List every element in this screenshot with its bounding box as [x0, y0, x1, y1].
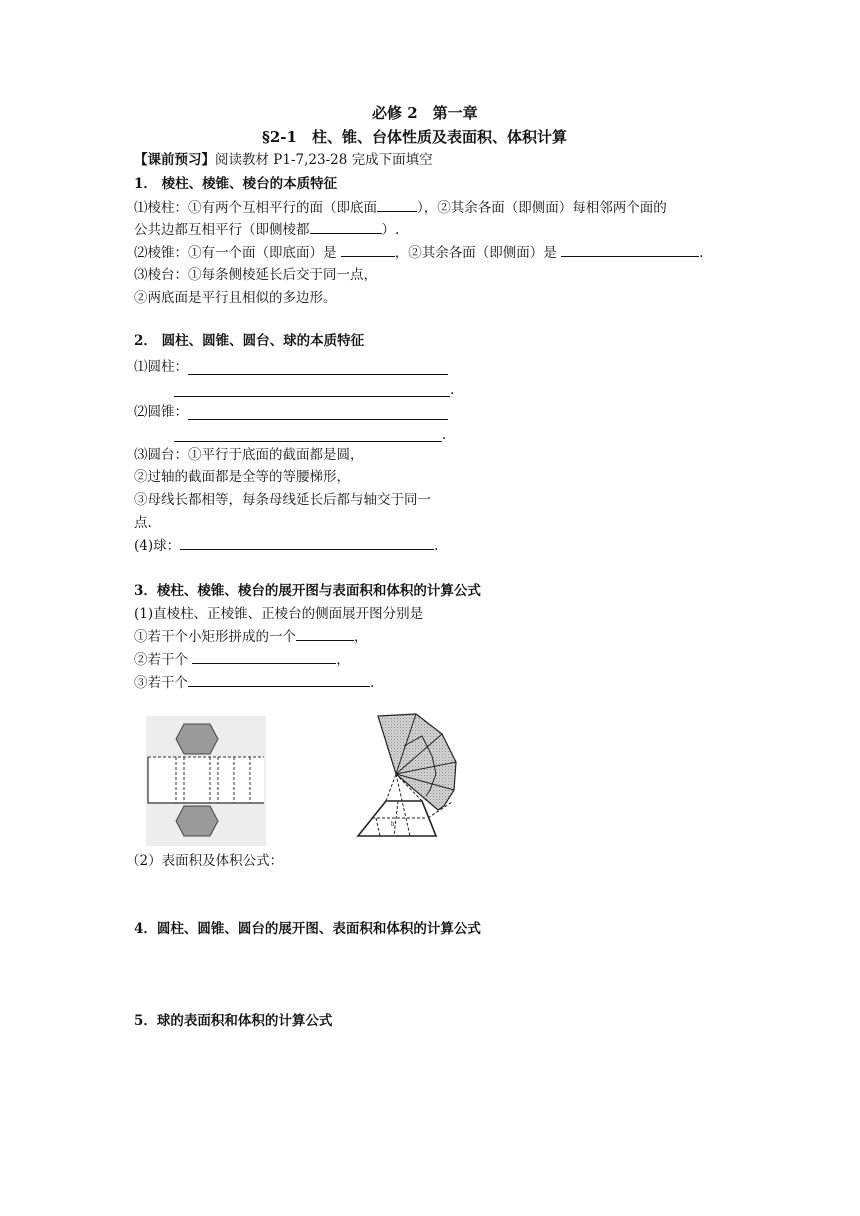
prism-bottom-hexagon [176, 806, 218, 836]
pyramid-text-c: . [699, 245, 704, 261]
section3-sub1: (1)直棱柱、正棱锥、正棱台的侧面展开图分别是 [134, 606, 424, 622]
section1-heading: 1． 棱柱、棱锥、棱台的本质特征 [134, 176, 338, 192]
pyramid-net-figure [352, 712, 474, 842]
cone-label: ⑵圆锥： [134, 404, 188, 420]
tcone-line-4: 点. [134, 515, 152, 531]
blank-sphere[interactable] [180, 537, 434, 550]
tcone-line-2: ②过轴的截面都是全等的等腰梯形， [134, 469, 350, 485]
item1-line [134, 628, 368, 646]
blank-cylinder-1[interactable] [188, 374, 448, 375]
item2-text: ②若干个 [134, 652, 193, 668]
blank-prism-base[interactable] [377, 199, 417, 212]
cylinder-period: . [450, 382, 455, 398]
blank-cone-1[interactable] [188, 419, 448, 420]
section4-heading: 4．圆柱、圆锥、圆台的展开图、表面积和体积的计算公式 [134, 921, 481, 937]
item1-comma: ， [354, 629, 368, 645]
prism-lateral-strip [148, 757, 264, 803]
sphere-label: (4)球： [134, 538, 181, 554]
section5-heading: 5．球的表面积和体积的计算公式 [134, 1013, 333, 1029]
blank-item2[interactable] [192, 651, 336, 664]
tcone-line-1: ⑶圆台：①平行于底面的截面都是圆， [134, 447, 364, 463]
prism-net-figure [146, 716, 266, 846]
sphere-period: . [434, 538, 439, 554]
preview-instruction: 阅读教材 P1-7,23-28 完成下面填空 [215, 152, 433, 168]
pyramid-line [134, 244, 703, 262]
prism-text-d: ）. [381, 222, 400, 238]
prism-line-2 [134, 221, 399, 239]
blank-item1[interactable] [296, 628, 354, 641]
item2-comma: ， [336, 652, 350, 668]
cylinder-label: ⑴圆柱： [134, 359, 188, 375]
section2-heading: 2． 圆柱、圆锥、圆台、球的本质特征 [134, 333, 365, 349]
prism-line-1 [134, 199, 667, 217]
prism-top-hexagon [176, 724, 218, 754]
cone-period: . [442, 427, 447, 443]
tcone-line-3: ③母线长都相等，每条母线延长后都与轴交于同一 [134, 492, 431, 508]
blank-pyramid-base[interactable] [341, 244, 395, 257]
pyramid-text-a: ⑵棱锥：①有一个面（即底面）是 [134, 245, 341, 261]
item3-period: . [370, 675, 375, 691]
blank-prism-edges[interactable] [310, 221, 382, 234]
sphere-line [134, 537, 438, 555]
frustum-line-2: ②两底面是平行且相似的多边形。 [134, 290, 337, 306]
frustum-line-1: ⑶棱台：①每条侧棱延长后交于同一点， [134, 267, 377, 283]
item3-text: ③若干个 [134, 675, 188, 691]
figure-label-h: h' [391, 820, 396, 828]
chapter-title: 必修 2 第一章 [372, 104, 478, 122]
blank-pyramid-sides[interactable] [561, 244, 699, 257]
preview-label: 【课前预习】 [134, 152, 215, 168]
item3-line [134, 674, 374, 692]
preview-line [134, 151, 433, 169]
prism-text-a: ⑴棱柱：①有两个互相平行的面（即底面 [134, 200, 377, 216]
pyramid-text-b: ，②其余各面（即侧面）是 [394, 245, 562, 261]
prism-text-c: 公共边都互相平行（即侧棱都 [134, 222, 310, 238]
prism-text-b: ），②其余各面（即侧面）每相邻两个面的 [417, 200, 667, 216]
section3-heading: 3．棱柱、棱锥、棱台的展开图与表面积和体积的计算公式 [134, 583, 481, 599]
blank-cone-2[interactable] [174, 441, 442, 442]
item1-text: ①若干个小矩形拼成的一个 [134, 629, 296, 645]
section3-sub2: （2）表面积及体积公式： [126, 853, 284, 869]
blank-cylinder-2[interactable] [174, 396, 450, 397]
lesson-title: §2-1 柱、锥、台体性质及表面积、体积计算 [262, 128, 567, 146]
item2-line [134, 651, 350, 669]
blank-item3[interactable] [188, 674, 370, 687]
